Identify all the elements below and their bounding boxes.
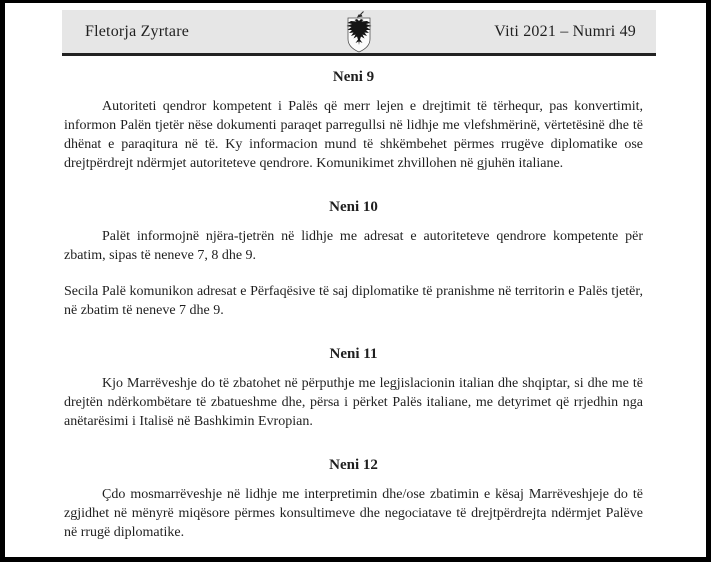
article-heading-neni-12: Neni 12 xyxy=(329,457,378,473)
issue-info: Viti 2021 – Numri 49 xyxy=(494,22,636,40)
article-paragraph: Secila Palë komunikon adresat e Përfaqësive të saj diplomatike të pranishme në territorin e Palës tjetër, në zbatim të neneve 7 dhe 9. xyxy=(64,284,643,318)
article-paragraph: Palët informojnë njëra-tjetrën në lidhje me adresat e autoriteteve qendrore kompetente për zbatim, sipas të neneve 7, 8 dhe 9. xyxy=(64,229,643,263)
article-heading-neni-9: Neni 9 xyxy=(332,69,375,85)
article-paragraph: Çdo mosmarrëveshje në lidhje me interpretimin dhe/ose zbatimin e kësaj Marrëveshjeje do të zgjidhet në mënyrë miqësore përmes konsultimeve dhe negociatave të drejtpërdrejta ndërmjet Palëve në rrugë diplomatike. xyxy=(64,487,643,540)
albanian-eagle-emblem-icon xyxy=(344,11,374,53)
article-paragraph: Autoriteti qendror kompetent i Palës që merr lejen e drejtimit të tërhequr, pas konvertimit, informon Palën tjetër nëse dokumenti paraqet parregullsi në lidhje me vlefshmërinë, vërtetësinë dhe të dhënat e paraqitura në të. Ky informacion mund të shkëmbehet përmes rrugëve diplomatike ose drejtpërdrejt ndërmjet autoriteteve qendrore. Komunikimet zhvillohen në gjuhën italiane. xyxy=(64,99,643,171)
gazette-header xyxy=(62,10,656,56)
document-body xyxy=(64,69,643,542)
article-heading-neni-10: Neni 10 xyxy=(329,199,378,215)
article-heading-neni-11: Neni 11 xyxy=(329,346,378,362)
article-paragraph: Kjo Marrëveshje do të zbatohet në përputhje me legjislacionin italian dhe shqiptar, si dhe me të drejtën ndërkombëtare të zbatueshme dhe, përsa i përket Palës italiane, me detyrimet që rrjedhin nga anëtarësimi i Italisë në Bashkimin Evropian. xyxy=(64,376,643,429)
gazette-title: Fletorja Zyrtare xyxy=(85,22,190,40)
